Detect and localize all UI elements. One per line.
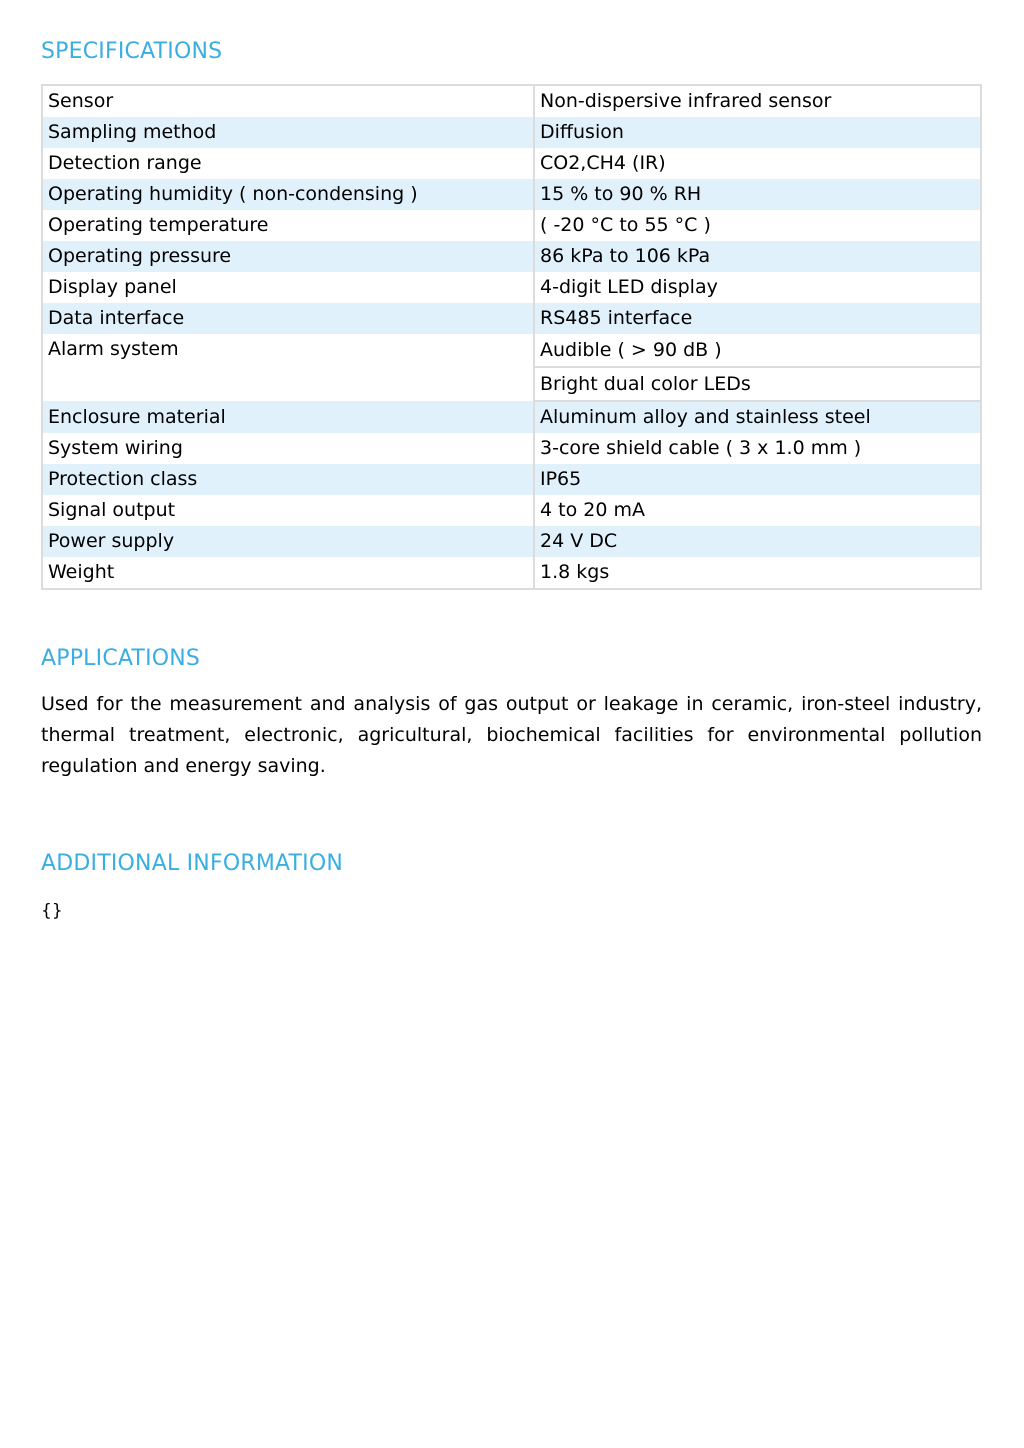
table-row [42,179,981,210]
spec-value: 86 kPa to 106 kPa [534,241,981,272]
additional-information-text: {} [41,901,63,921]
spec-label: Display panel [42,272,534,303]
spec-value: IP65 [534,464,981,495]
table-row [42,272,981,303]
applications-heading: APPLICATIONS [41,646,201,671]
spec-value: CO2,CH4 (IR) [540,152,666,174]
specifications-table [41,84,982,590]
spec-label: Data interface [42,303,534,334]
spec-value: Audible ( > 90 dB ) [534,334,981,367]
spec-value: 4 to 20 mA [540,499,645,521]
spec-label: Power supply [42,526,534,557]
additional-information-heading: ADDITIONAL INFORMATION [41,851,344,876]
spec-label: Detection range [42,148,534,179]
spec-value: 3-core shield cable ( 3 x 1.0 mm ) [540,437,862,459]
spec-value: 15 % to 90 % RH [534,179,981,210]
table-row [42,495,981,526]
table-row [42,464,981,495]
spec-label: Operating pressure [42,241,534,272]
table-row [42,334,981,367]
table-row [42,117,981,148]
table-row [42,557,981,589]
spec-value: ( -20 °C to 55 °C ) [540,214,711,236]
spec-value: 1.8 kgs [540,561,610,583]
spec-label: Operating temperature [42,210,534,241]
spec-label: Sampling method [42,117,534,148]
spec-label: Enclosure material [42,401,534,433]
table-row [42,148,981,179]
table-row [42,210,981,241]
table-row [42,303,981,334]
spec-label: Weight [42,557,534,589]
spec-value: Aluminum alloy and stainless steel [534,401,981,433]
spec-label: Protection class [42,464,534,495]
spec-value: 24 V DC [534,526,981,557]
spec-value: Bright dual color LEDs [534,367,981,401]
applications-text: Used for the measurement and analysis of gas output or leakage in ceramic, iron-steel industry, thermal treatment, electronic, agricultural, biochemical facilities for environmental pollution regulation and energy saving. [41,693,982,777]
spec-label: System wiring [42,433,534,464]
spec-value: 4-digit LED display [540,276,718,298]
spec-value: Diffusion [534,117,981,148]
specifications-heading: SPECIFICATIONS [41,39,223,64]
spec-value: RS485 interface [534,303,981,334]
table-row [42,85,981,117]
table-row [42,241,981,272]
spec-label: Alarm system [42,334,534,401]
spec-label: Sensor [42,85,534,117]
table-row [42,401,981,433]
spec-label: Operating humidity ( non-condensing ) [42,179,534,210]
table-row [42,526,981,557]
table-row [42,433,981,464]
spec-label: Signal output [42,495,534,526]
spec-value: Non-dispersive infrared sensor [540,90,832,112]
